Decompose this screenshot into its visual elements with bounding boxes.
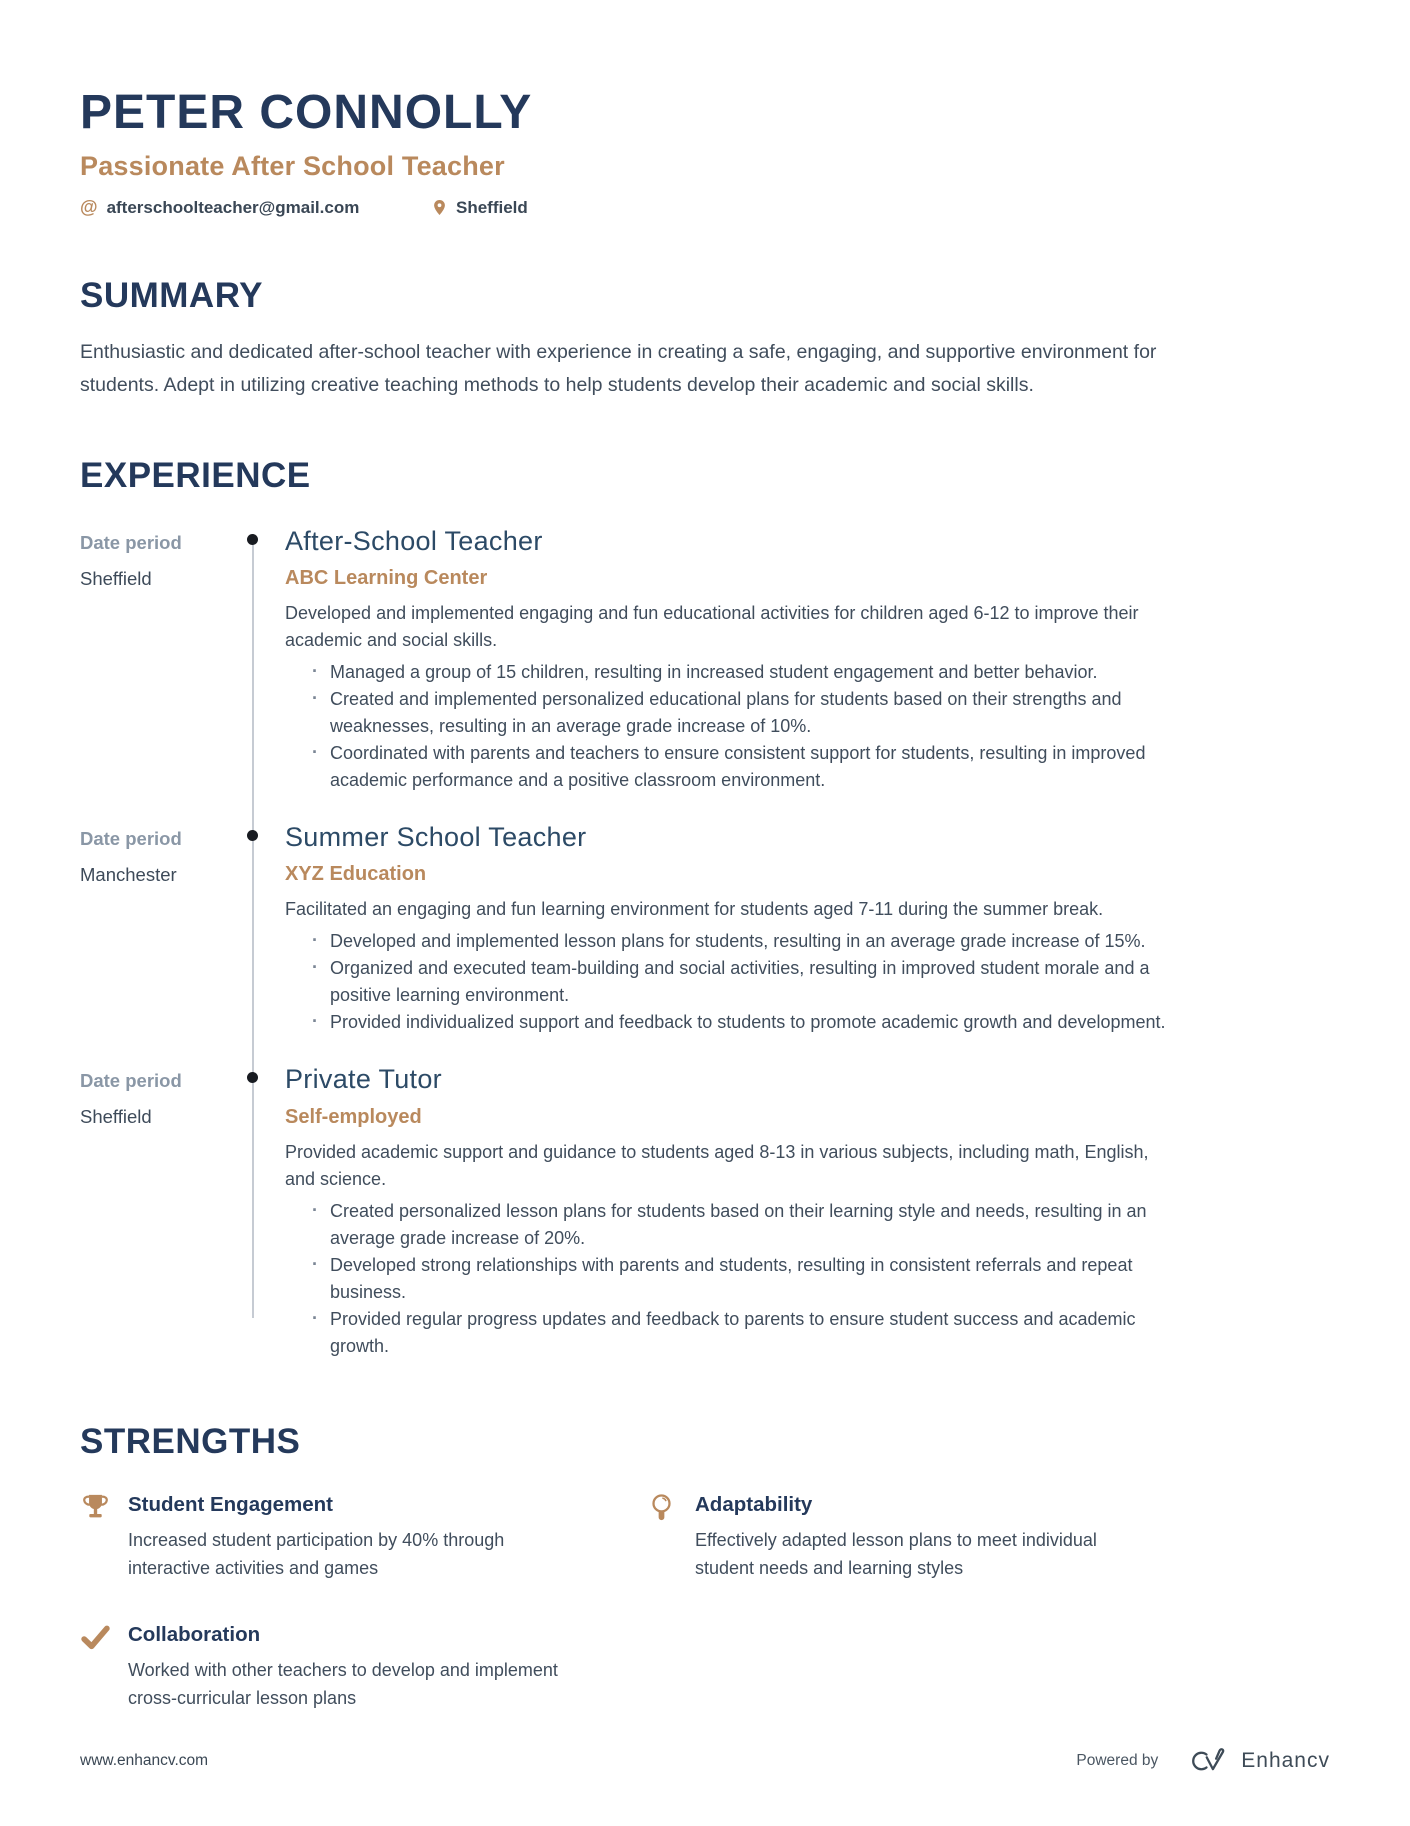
job-body	[285, 1064, 1185, 1359]
timeline-dot	[247, 830, 258, 841]
job-bullet: · Provided individualized support and feedback to students to promote academic growth and development.	[285, 1009, 1185, 1036]
enhancv-website-link[interactable]: www.enhancv.com	[80, 1752, 209, 1769]
summary-section	[80, 276, 1330, 402]
powered-by-block[interactable]	[1076, 1748, 1330, 1774]
job-bullet: · Created and implemented personalized educational plans for students based on their strengths and weaknesses, resulting in an average grade increase of 10%.	[285, 686, 1185, 740]
timeline-track	[248, 822, 285, 1064]
location-text: Sheffield	[456, 197, 528, 217]
job-description: Facilitated an engaging and fun learning environment for students aged 7-11 during the summer break.	[285, 899, 1104, 920]
job-meta	[80, 526, 248, 822]
job-bullet: · Provided regular progress updates and feedback to parents to ensure student success and academic growth.	[285, 1306, 1185, 1360]
powered-by-label: Powered by	[1076, 1752, 1159, 1769]
job-body	[285, 526, 1185, 822]
job-bullet-list	[285, 1198, 1185, 1360]
strengths-grid	[80, 1490, 1330, 1712]
job-date-period: Date period	[80, 1070, 182, 1092]
job-location: Sheffield	[80, 568, 152, 590]
strength-item	[647, 1490, 1330, 1582]
job-title: Private Tutor	[285, 1064, 442, 1095]
experience-entry	[80, 1064, 1330, 1359]
experience-entry	[80, 526, 1330, 822]
experience-section	[80, 456, 1330, 1359]
strengths-heading: STRENGTHS	[80, 1421, 301, 1461]
job-meta	[80, 1064, 248, 1359]
job-description: Provided academic support and guidance to students aged 8-13 in various subjects, including math, English, and science.	[285, 1141, 1149, 1189]
contact-row	[80, 197, 1330, 218]
job-location: Manchester	[80, 864, 177, 886]
strength-content	[695, 1490, 1140, 1582]
summary-text: Enthusiastic and dedicated after-school teacher with experience in creating a safe, engaging, and supportive environment for students. Adept in utilizing creative teaching methods to help students develop their academic and social skills.	[80, 341, 1157, 397]
strength-item	[80, 1620, 647, 1712]
enhancv-logo-icon	[1184, 1748, 1228, 1774]
experience-timeline	[80, 526, 1330, 1359]
job-date-period: Date period	[80, 828, 182, 850]
job-meta	[80, 822, 248, 1064]
strength-item	[80, 1490, 647, 1582]
job-bullet: · Organized and executed team-building and social activities, resulting in improved student morale and a positive learning environment.	[285, 955, 1185, 1009]
timeline-dot	[247, 1072, 258, 1083]
strength-description: Increased student participation by 40% through interactive activities and games	[128, 1529, 505, 1578]
page-footer	[80, 1748, 1330, 1774]
experience-entry	[80, 822, 1330, 1064]
job-company: Self-employed	[285, 1105, 422, 1128]
strength-title: Collaboration	[128, 1622, 261, 1646]
job-bullet: · Coordinated with parents and teachers to ensure consistent support for students, resulting in improved academic performance and a positive classroom environment.	[285, 740, 1185, 794]
strength-content	[128, 1490, 573, 1582]
location-pin-icon	[432, 199, 447, 216]
timeline-track	[248, 526, 285, 822]
person-name: PETER CONNOLLY	[80, 86, 533, 139]
strength-description: Worked with other teachers to develop and implement cross-curricular lesson plans	[128, 1659, 558, 1708]
lightbulb-icon	[647, 1490, 678, 1528]
email-at-icon: @	[80, 197, 98, 218]
job-bullet: · Created personalized lesson plans for students based on their learning style and needs, resulting in an average grade increase of 20%.	[285, 1198, 1185, 1252]
timeline-track	[248, 1064, 285, 1359]
strength-title: Adaptability	[695, 1492, 813, 1516]
person-job-title: Passionate After School Teacher	[80, 151, 505, 182]
strength-title: Student Engagement	[128, 1492, 334, 1516]
email-contact[interactable]	[80, 197, 432, 218]
trophy-icon	[80, 1490, 111, 1528]
job-bullet-list	[285, 659, 1185, 794]
strength-description: Effectively adapted lesson plans to meet individual student needs and learning styles	[695, 1529, 1097, 1578]
job-date-period: Date period	[80, 532, 182, 554]
job-company: XYZ Education	[285, 863, 427, 886]
job-bullet: · Developed and implemented lesson plans for students, resulting in an average grade increase of 15%.	[285, 928, 1185, 955]
job-company: ABC Learning Center	[285, 567, 488, 590]
experience-heading: EXPERIENCE	[80, 456, 311, 496]
location-contact	[432, 198, 528, 218]
job-body	[285, 822, 1185, 1064]
job-location: Sheffield	[80, 1106, 152, 1128]
job-bullet: · Managed a group of 15 children, resulting in increased student engagement and better behavior.	[285, 659, 1185, 686]
resume-header	[80, 88, 1330, 218]
job-bullet: · Developed strong relationships with parents and students, resulting in consistent referrals and repeat business.	[285, 1252, 1185, 1306]
job-bullet-list	[285, 928, 1185, 1036]
email-address: afterschoolteacher@gmail.com	[106, 197, 360, 217]
summary-heading: SUMMARY	[80, 276, 264, 316]
job-title: Summer School Teacher	[285, 822, 587, 853]
job-title: After-School Teacher	[285, 526, 543, 557]
enhancv-brand-name: Enhancv	[1241, 1749, 1330, 1772]
strengths-section	[80, 1422, 1330, 1712]
strength-content	[128, 1620, 573, 1712]
timeline-dot	[247, 534, 258, 545]
checkmark-icon	[80, 1620, 111, 1658]
job-description: Developed and implemented engaging and fun educational activities for children aged 6-12 to improve their academic and social skills.	[285, 603, 1139, 651]
